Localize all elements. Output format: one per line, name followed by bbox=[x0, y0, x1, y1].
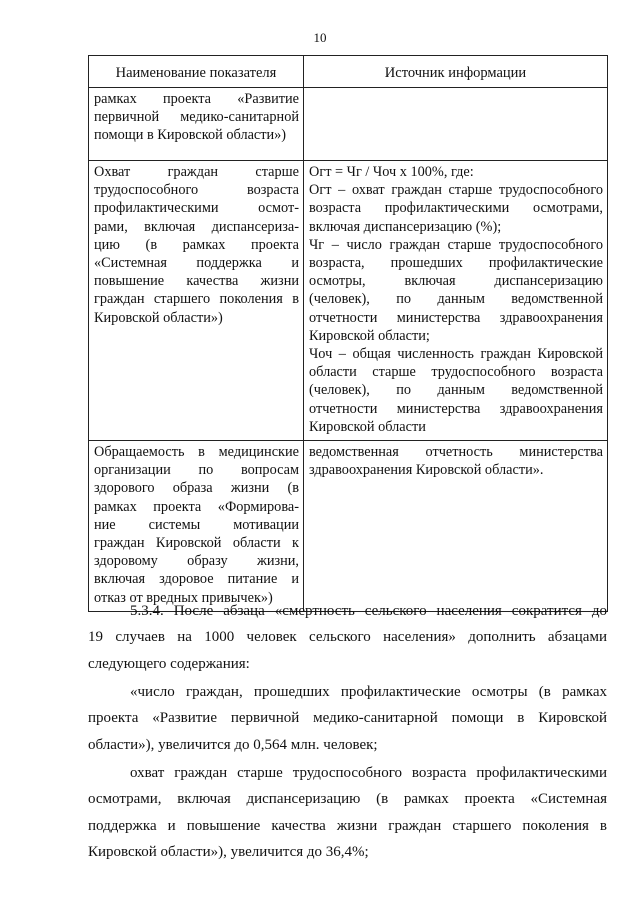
cell-line: первичной медико-санитарной bbox=[94, 109, 299, 126]
cell-line: ведомственная отчетность министерства bbox=[309, 444, 603, 461]
cell-line: (человек), по данным ведомственной bbox=[309, 291, 603, 308]
cell-line: Чоч – общая численность граждан Кировской bbox=[309, 346, 603, 363]
cell-line: отчетности министерства здравоохранения bbox=[309, 400, 603, 417]
indicator-table bbox=[88, 55, 608, 612]
indicator-name-cell bbox=[89, 161, 304, 441]
cell-line: отказ от вредных привычек») bbox=[94, 589, 273, 606]
cell-line: (человек), по данным ведомственной bbox=[309, 382, 603, 399]
source-cell bbox=[304, 161, 608, 441]
table-row bbox=[89, 161, 608, 441]
cell-line: Обращаемость в медицинские bbox=[94, 444, 299, 461]
cell-line: Кировской области bbox=[309, 418, 426, 435]
cell-line: Кировской области») bbox=[94, 309, 223, 326]
cell-line: возраста, прошедших профилактические bbox=[309, 255, 603, 272]
cell-line: рамках проекта «Формирова- bbox=[94, 498, 299, 515]
cell-line: включая диспансеризацию (%); bbox=[309, 218, 502, 235]
table-header-row bbox=[89, 56, 608, 88]
cell-line: помощи в Кировской области») bbox=[94, 127, 287, 144]
paragraph-line: осмотрами, включая диспансеризацию (в рамках проекта «Системная bbox=[88, 791, 607, 808]
cell-line: осмотры, включая диспансеризацию bbox=[309, 273, 603, 290]
cell-line: граждан Кировской области к bbox=[94, 535, 299, 552]
paragraph-quote-1 bbox=[88, 679, 607, 758]
cell-line: Чг – число граждан старше трудоспособного bbox=[309, 236, 603, 253]
cell-line: «Системная поддержка и bbox=[94, 255, 299, 272]
indicator-name-cell bbox=[89, 441, 304, 612]
cell-line: отчетности министерства здравоохранения bbox=[309, 309, 603, 326]
page-number: 10 bbox=[313, 30, 327, 45]
paragraph-line: области»), увеличится до 0,564 млн. человек; bbox=[88, 736, 378, 753]
paragraph-line: 19 случаев на 1000 человек сельского населения» дополнить абзацами bbox=[88, 629, 607, 646]
table-row bbox=[89, 441, 608, 612]
cell-line: рами, включая диспансериза- bbox=[94, 218, 299, 235]
paragraph-line: «число граждан, прошедших профилактические осмотры (в рамках bbox=[130, 684, 607, 700]
source-cell bbox=[304, 441, 608, 612]
cell-line: рамках проекта «Развитие bbox=[94, 91, 299, 107]
column-header-indicator: Наименование показателя bbox=[89, 56, 304, 88]
cell-line: организации по вопросам bbox=[94, 462, 299, 479]
cell-line: трудоспособного возраста bbox=[94, 182, 299, 199]
paragraph-amendment bbox=[88, 598, 607, 677]
cell-line: ние системы мотивации bbox=[94, 516, 299, 533]
paragraph-line: охват граждан старше трудоспособного возраста профилактическими bbox=[130, 765, 607, 781]
column-header-source: Источник информации bbox=[304, 56, 608, 88]
formula-line: Огт = Чг / Чоч х 100%, где: bbox=[309, 164, 474, 180]
cell-line: возраста профилактическими осмотрами, bbox=[309, 200, 603, 217]
cell-line: Охват граждан старше bbox=[94, 164, 299, 180]
paragraph-line: 5.3.4. После абзаца «смертность сельского населения сократится до bbox=[130, 603, 607, 619]
cell-line: профилактическими осмот- bbox=[94, 200, 299, 217]
cell-line: цию (в рамках проекта bbox=[94, 236, 299, 253]
source-cell bbox=[304, 88, 608, 161]
cell-line: здравоохранения Кировской области». bbox=[309, 462, 544, 479]
cell-line: включая здоровое питание и bbox=[94, 571, 299, 588]
cell-line: граждан старшего поколения в bbox=[94, 291, 299, 308]
cell-line: повышение качества жизни bbox=[94, 273, 299, 290]
cell-line: здоровому образу жизни, bbox=[94, 553, 299, 570]
cell-line: области старше трудоспособного возраста bbox=[309, 364, 603, 381]
paragraph-quote-2 bbox=[88, 760, 607, 866]
paragraph-line: Кировской области»), увеличится до 36,4%; bbox=[88, 844, 369, 861]
indicator-name-cell bbox=[89, 88, 304, 161]
paragraph-line: следующего содержания: bbox=[88, 655, 250, 672]
cell-line: Кировской области; bbox=[309, 327, 430, 344]
paragraph-line: поддержка и повышение качества жизни граждан старшего поколения в bbox=[88, 817, 607, 834]
paragraph-line: проекта «Развитие первичной медико-санитарной помощи в Кировской bbox=[88, 710, 607, 727]
cell-line: Огт – охват граждан старше трудоспособного bbox=[309, 182, 603, 199]
cell-line: здорового образа жизни (в bbox=[94, 480, 299, 497]
table-row bbox=[89, 88, 608, 161]
